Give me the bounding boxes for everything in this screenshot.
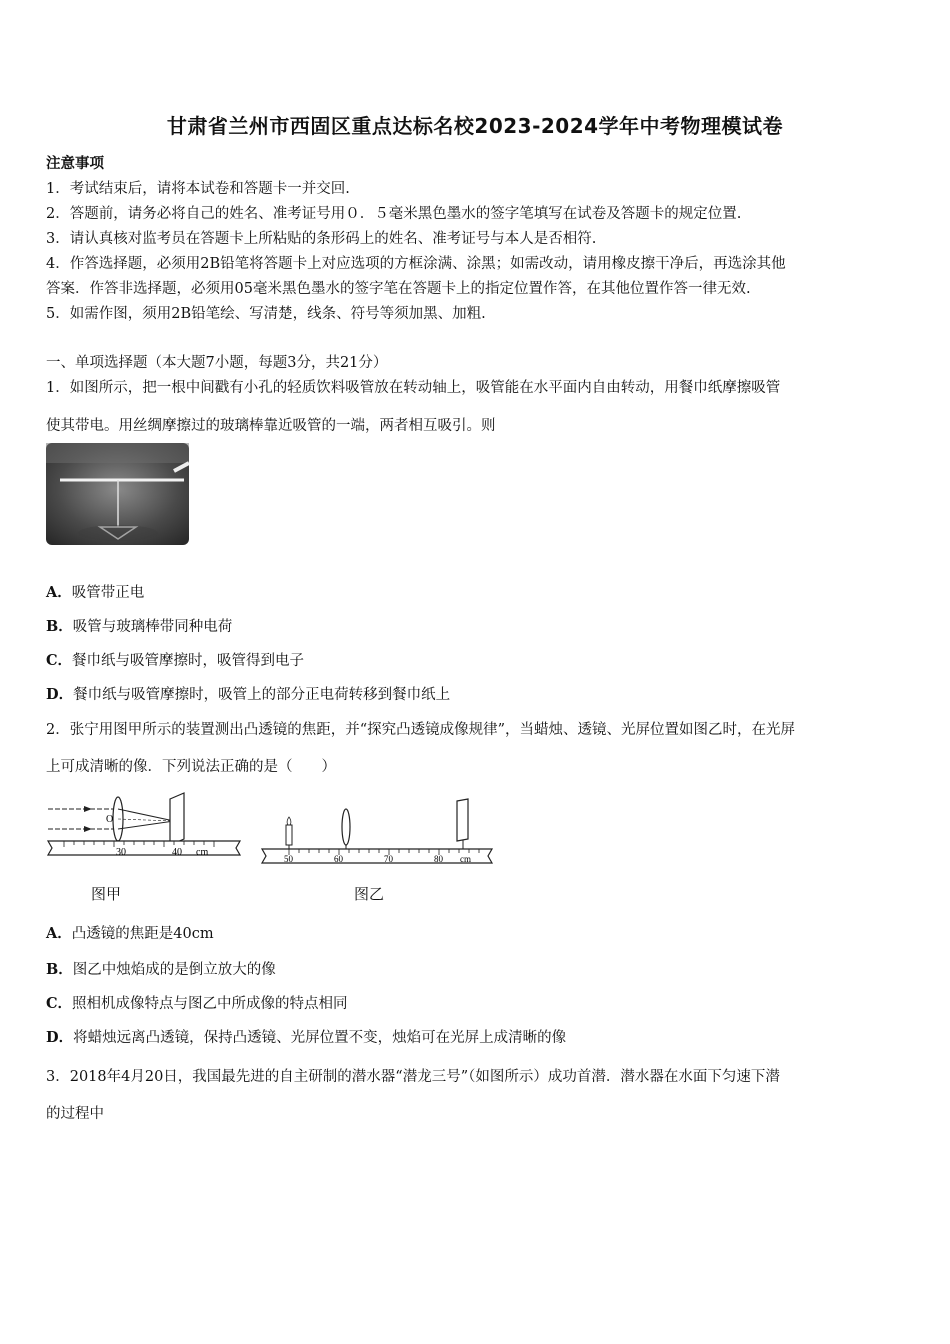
q2-option-d: D．将蜡烛远离凸透镜，保持凸透镜、光屏位置不变，烛焰可在光屏上成清晰的像: [46, 1029, 567, 1046]
fig-yi-tick: 80: [434, 854, 443, 864]
q2-figure-yi-caption: 图乙: [354, 885, 385, 903]
fig-yi-tick: cm: [460, 854, 471, 864]
q3-stem-line1: 3．2018年4月20日，我国最先进的自主研制的潜水器“潜龙三号”（如图所示）成功首潜．潜水器在水面下匀速下潜: [46, 1069, 780, 1085]
fig-yi-tick: 70: [384, 854, 393, 864]
q2-option-a: A．凸透镜的焦距是40cm: [46, 925, 214, 942]
q1-option-d: D．餐巾纸与吸管摩擦时，吸管上的部分正电荷转移到餐巾纸上: [46, 686, 451, 703]
notice-item: 1．考试结束后，请将本试卷和答题卡一并交回.: [46, 181, 350, 197]
q2-figure-yi: [260, 795, 495, 874]
q1-stem-line2: 使其带电。用丝绸摩擦过的玻璃棒靠近吸管的一端，两者相互吸引。则: [46, 418, 496, 434]
q3-stem-line2: 的过程中: [46, 1106, 104, 1122]
fig-jia-label-o: O: [106, 814, 114, 825]
page-title: 甘肃省兰州市西固区重点达标名校2023-2024学年中考物理模试卷: [166, 114, 784, 138]
notice-item: 5．如需作图，须用2B铅笔绘、写清楚，线条、符号等须加黑、加粗.: [46, 306, 486, 322]
q1-option-b: B．吸管与玻璃棒带同种电荷: [46, 618, 233, 635]
fig-yi-tick: 60: [334, 854, 343, 864]
q1-straw-photo: [46, 443, 189, 549]
q2-figure-jia: [44, 785, 244, 874]
q2-stem-line1: 2．张宁用图甲所示的装置测出凸透镜的焦距，并“探究凸透镜成像规律”，当蜡烛、透镜、光屏位置如图乙时，在光屏: [46, 722, 796, 738]
fig-yi-tick: 50: [284, 854, 293, 864]
notice-item: 3．请认真核对监考员在答题卡上所粘贴的条形码上的姓名、准考证号与本人是否相符.: [46, 231, 597, 247]
notice-heading: 注意事项: [46, 155, 104, 172]
notice-item: 答案．作答非选择题，必须用05毫米黑色墨水的签字笔在答题卡上的指定位置作答，在其他位置作答一律无效.: [46, 281, 751, 297]
q2-option-b: B．图乙中烛焰成的是倒立放大的像: [46, 961, 276, 978]
q2-figure-jia-caption: 图甲: [91, 885, 122, 903]
q1-option-c: C．餐巾纸与吸管摩擦时，吸管得到电子: [46, 652, 305, 669]
fig-jia-tick: cm: [196, 847, 209, 858]
q2-option-c: C．照相机成像特点与图乙中所成像的特点相同: [46, 995, 348, 1012]
notice-item: 4．作答选择题，必须用2B铅笔将答题卡上对应选项的方框涂满、涂黑；如需改动，请用橡皮擦干净后，再选涂其他: [46, 256, 786, 272]
fig-jia-tick: 30: [116, 847, 126, 858]
section-heading: 一、单项选择题（本大题7小题，每题3分，共21分）: [46, 355, 388, 371]
notice-item: 2．答题前，请务必将自己的姓名、准考证号用０．５毫米黑色墨水的签字笔填写在试卷及答题卡的规定位置.: [46, 206, 742, 222]
q1-stem-line1: 1．如图所示，把一根中间戳有小孔的轻质饮料吸管放在转动轴上，吸管能在水平面内自由转动，用餐巾纸摩擦吸管: [46, 380, 781, 396]
q1-option-a: A．吸管带正电: [46, 584, 145, 601]
q2-stem-line2: 上可成清晰的像．下列说法正确的是（ ）: [46, 759, 336, 775]
fig-jia-tick: 40: [172, 847, 182, 858]
